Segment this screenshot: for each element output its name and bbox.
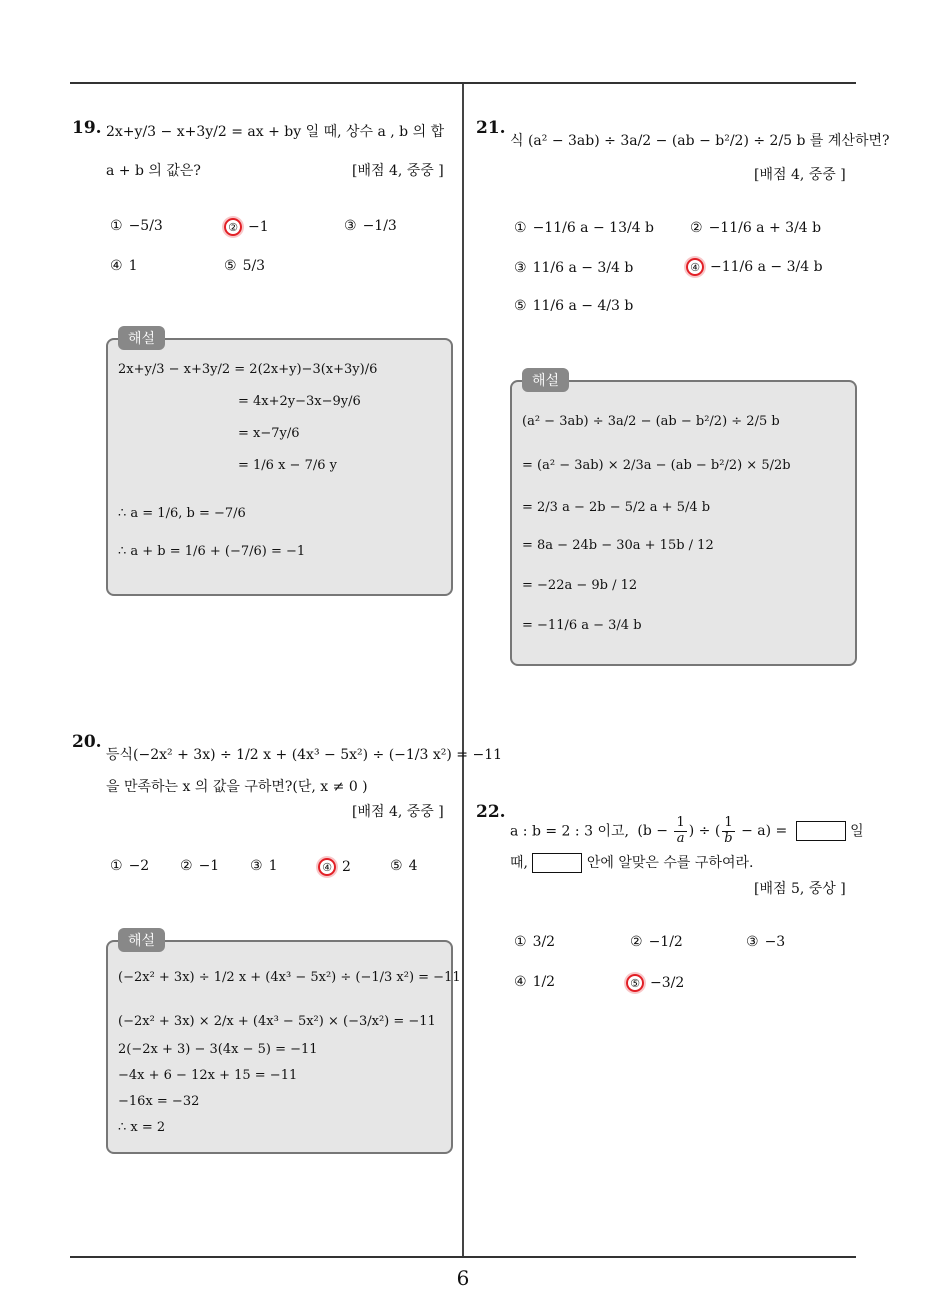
- choice-text: −1: [198, 858, 220, 874]
- q19-solution-tab: 해설: [118, 326, 165, 350]
- q20-choice-3[interactable]: [250, 858, 277, 874]
- choice-text: 1: [128, 258, 138, 274]
- q19-choice-1[interactable]: [110, 218, 163, 234]
- q22-choice-4[interactable]: [514, 974, 555, 990]
- q19-stem-line1: 2x+y/3 − x+3y/2 = ax + by 일 때, 상수 a , b 의 합: [106, 124, 445, 140]
- q19-solution-line: ∴ a = 1/6, b = −7/6: [118, 506, 246, 521]
- choice-mark: ④: [514, 974, 527, 990]
- q19-choice-2[interactable]: [224, 218, 269, 236]
- selected-answer-mark: ④: [318, 858, 336, 876]
- choice-mark: ①: [110, 218, 123, 234]
- q22-ratio-text: a : b = 2 : 3 이고,: [510, 823, 629, 840]
- q19-solution-line: = 1/6 x − 7/6 y: [238, 458, 337, 473]
- choice-text: −1/3: [362, 218, 397, 234]
- selected-answer-mark: ④: [686, 258, 704, 276]
- q21-choice-2[interactable]: [690, 220, 821, 236]
- q20-number: 20.: [72, 732, 102, 752]
- q20-choice-2[interactable]: [180, 858, 219, 874]
- q20-solution-line: −16x = −32: [118, 1094, 200, 1109]
- q21-choice-4[interactable]: [686, 258, 823, 276]
- q19-choice-4[interactable]: [110, 258, 137, 274]
- choice-mark: ③: [344, 218, 357, 234]
- choice-mark: ②: [180, 858, 193, 874]
- choice-text: −2: [128, 858, 150, 874]
- q21-solution-tab: 해설: [522, 368, 569, 392]
- q22-choice-5[interactable]: [626, 974, 684, 992]
- choice-text: 1: [268, 858, 278, 874]
- choice-mark: ①: [110, 858, 123, 874]
- q20-choice-4[interactable]: [318, 858, 351, 876]
- q20-stem-line2: 을 만족하는 x 의 값을 구하면?(단, x ≠ 0 ): [106, 779, 368, 795]
- q22-stem-tail: 일: [850, 823, 864, 840]
- q20-solution-line: (−2x² + 3x) ÷ 1/2 x + (4x³ − 5x²) ÷ (−1/3 x²) = −11: [118, 970, 461, 985]
- choice-text: −1/2: [648, 934, 683, 950]
- q19-stem-line2: a + b 의 값은?: [106, 163, 201, 179]
- choice-mark: ③: [250, 858, 263, 874]
- choice-mark: ②: [630, 934, 643, 950]
- q22-stem-line2: [510, 852, 753, 873]
- q20-score: [배점 4, 중중 ]: [352, 804, 444, 820]
- q19-solution-line: = 4x+2y−3x−9y/6: [238, 394, 361, 409]
- q22-expression: (b − $\frac{1}{a}$ ) ÷ ( $\frac{1}{b}$ − a) =: [637, 815, 788, 846]
- choice-mark: ①: [514, 220, 527, 236]
- q22-choice-3[interactable]: [746, 934, 785, 950]
- choice-mark: ②: [690, 220, 703, 236]
- column-divider: [462, 84, 464, 1256]
- choice-text: 2: [342, 859, 351, 875]
- choice-mark: ④: [110, 258, 123, 274]
- q19-choice-5[interactable]: [224, 258, 265, 274]
- q21-solution-line: = (a² − 3ab) × 2/3a − (ab − b²/2) × 5/2b: [522, 458, 791, 473]
- choice-text: 11/6 a − 4/3 b: [532, 298, 634, 314]
- choice-text: −5/3: [128, 218, 163, 234]
- choice-mark: ⑤: [514, 298, 527, 314]
- q22-when-text: 때,: [510, 855, 528, 871]
- q21-choice-5[interactable]: [514, 298, 633, 314]
- q21-solution-line: = 8a − 24b − 30a + 15b / 12: [522, 538, 714, 553]
- q20-solution-line: (−2x² + 3x) × 2/x + (4x³ − 5x²) × (−3/x²) = −11: [118, 1014, 436, 1029]
- q20-choice-5[interactable]: [390, 858, 417, 874]
- q22-stem-line1: [510, 816, 864, 847]
- q22-instruction: 안에 알맞은 수를 구하여라.: [586, 855, 754, 871]
- choice-text: −11/6 a − 3/4 b: [710, 259, 823, 275]
- q20-choice-1[interactable]: [110, 858, 149, 874]
- q21-solution-line: (a² − 3ab) ÷ 3a/2 − (ab − b²/2) ÷ 2/5 b: [522, 414, 780, 429]
- q19-solution-line: 2x+y/3 − x+3y/2 = 2(2x+y)−3(x+3y)/6: [118, 362, 378, 377]
- q21-solution-line: = 2/3 a − 2b − 5/2 a + 5/4 b: [522, 500, 711, 515]
- choice-text: 5/3: [242, 258, 266, 274]
- choice-text: 4: [408, 858, 418, 874]
- q19-solution-line: ∴ a + b = 1/6 + (−7/6) = −1: [118, 544, 306, 559]
- choice-mark: ③: [514, 260, 527, 276]
- q21-stem-line1: 식 (a² − 3ab) ÷ 3a/2 − (ab − b²/2) ÷ 2/5 b 를 계산하면?: [510, 133, 890, 149]
- q22-choice-1[interactable]: [514, 934, 555, 950]
- selected-answer-mark: ⑤: [626, 974, 644, 992]
- q20-solution-line: ∴ x = 2: [118, 1120, 166, 1135]
- selected-answer-mark: ②: [224, 218, 242, 236]
- choice-text: −11/6 a − 13/4 b: [532, 220, 655, 236]
- q22-choice-2[interactable]: [630, 934, 683, 950]
- choice-text: −3: [764, 934, 786, 950]
- choice-mark: ①: [514, 934, 527, 950]
- choice-text: −1: [248, 219, 269, 235]
- choice-text: −11/6 a + 3/4 b: [708, 220, 822, 236]
- choice-mark: ⑤: [390, 858, 403, 874]
- q20-stem-line1: 등식(−2x² + 3x) ÷ 1/2 x + (4x³ − 5x²) ÷ (−1/3 x²) = −11: [106, 747, 503, 763]
- choice-mark: ⑤: [224, 258, 237, 274]
- q21-score: [배점 4, 중중 ]: [754, 167, 846, 183]
- q21-choice-3[interactable]: [514, 260, 633, 276]
- q22-number: 22.: [476, 802, 506, 822]
- q21-choice-1[interactable]: [514, 220, 654, 236]
- q21-solution-line: = −22a − 9b / 12: [522, 578, 638, 593]
- q19-solution-line: = x−7y/6: [238, 426, 300, 441]
- q21-solution-line: = −11/6 a − 3/4 b: [522, 618, 642, 633]
- q22-score: [배점 5, 중상 ]: [754, 881, 846, 897]
- choice-text: 11/6 a − 3/4 b: [532, 260, 634, 276]
- page-number: 6: [456, 1266, 470, 1290]
- choice-text: 3/2: [532, 934, 556, 950]
- answer-blank-box: [532, 853, 582, 873]
- q19-score: [배점 4, 중중 ]: [352, 163, 444, 179]
- q21-number: 21.: [476, 118, 506, 138]
- choice-text: 1/2: [532, 974, 556, 990]
- choice-mark: ③: [746, 934, 759, 950]
- answer-blank-box: [796, 821, 846, 841]
- bottom-rule: [70, 1256, 856, 1258]
- q19-number: 19.: [72, 118, 102, 138]
- choice-text: −3/2: [650, 975, 685, 991]
- q20-solution-tab: 해설: [118, 928, 165, 952]
- q20-solution-line: −4x + 6 − 12x + 15 = −11: [118, 1068, 298, 1083]
- q19-choice-3[interactable]: [344, 218, 397, 234]
- q20-solution-line: 2(−2x + 3) − 3(4x − 5) = −11: [118, 1042, 318, 1057]
